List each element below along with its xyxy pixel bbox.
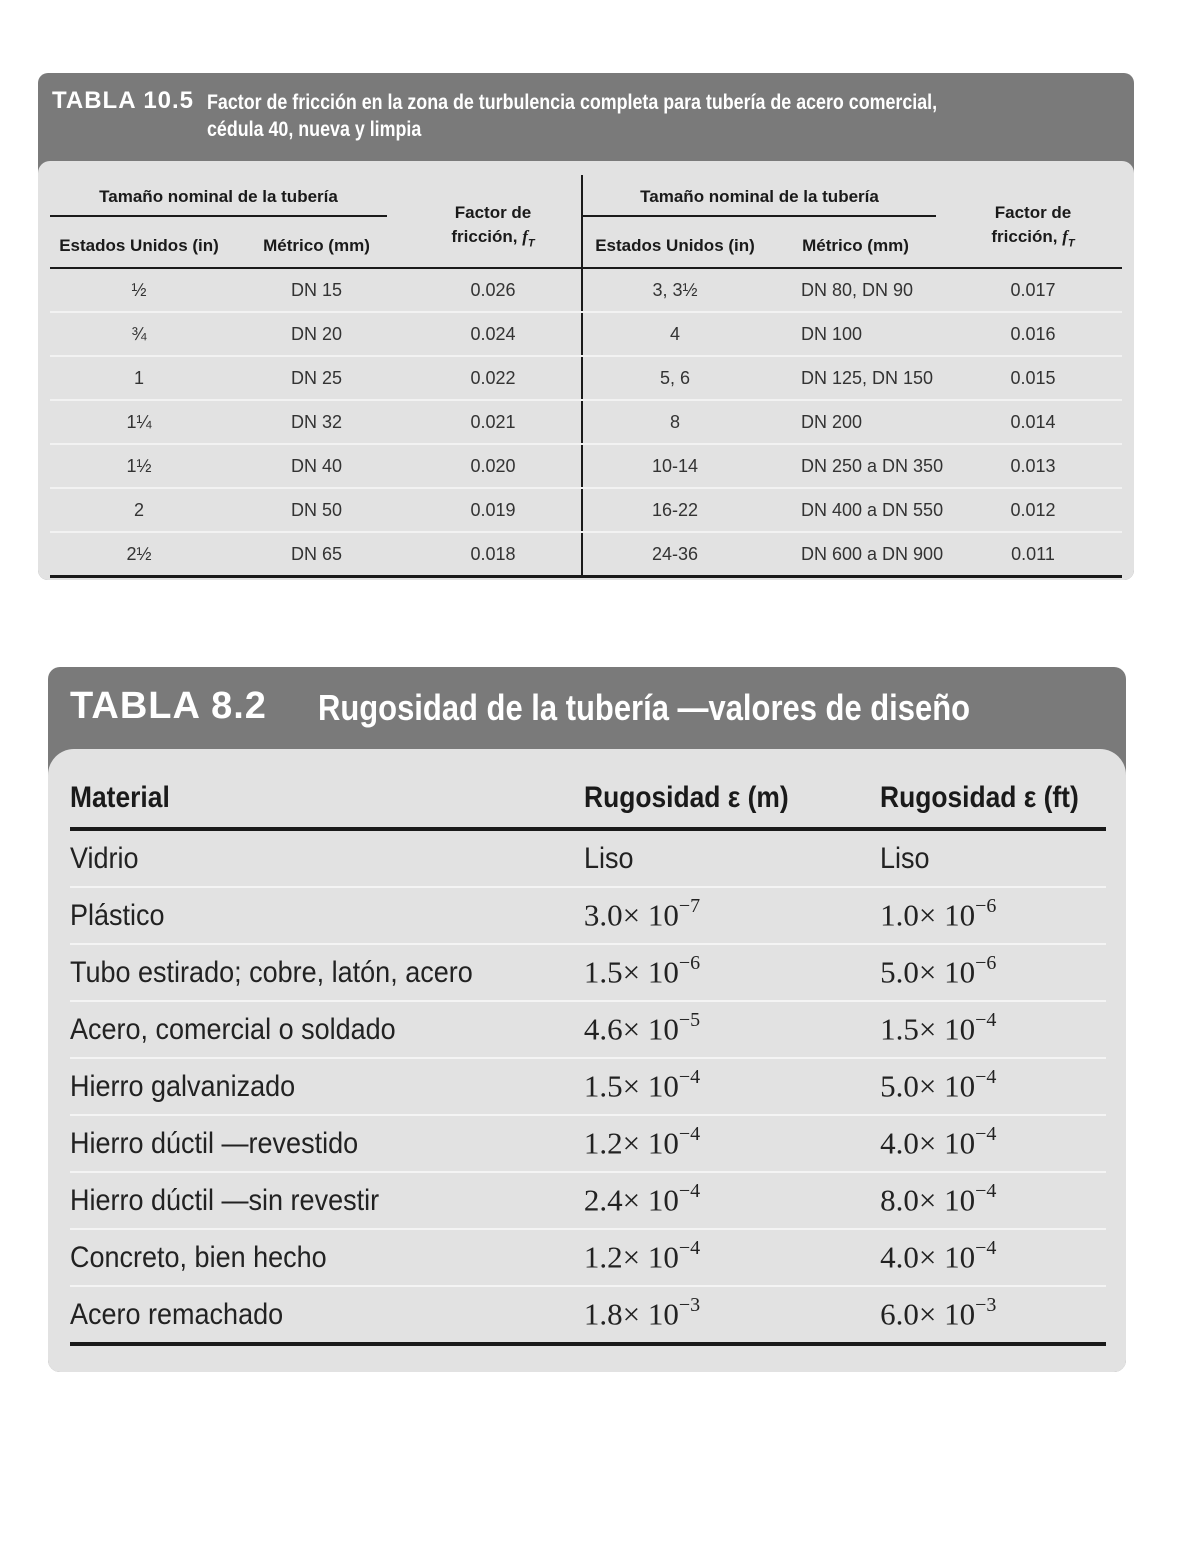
cell-roughness-ft: $6.0\times 10^{-3}$ [880,1286,1106,1344]
col-roughness-m-header: Rugosidad ε (m) [584,769,880,829]
cell-roughness-m: $3.0\times 10^{-7}$ [584,887,880,944]
cell-metric-left: DN 50 [228,488,405,532]
table-10-5-caption [207,89,1057,143]
col-us-right: Estados Unidos (in) [582,225,767,268]
table-row [50,356,1122,400]
table-row [70,944,1106,1001]
cell-factor-left: 0.021 [405,400,582,444]
cell-material: Hierro galvanizado [70,1058,584,1115]
cell-factor-right: 0.014 [944,400,1122,444]
cell-material: Acero remachado [70,1286,584,1344]
cell-metric-right: DN 80, DN 90 [767,268,944,312]
friction-factor-table [50,175,1122,578]
col-material-header: Material [70,769,584,829]
cell-metric-right: DN 100 [767,312,944,356]
cell-material: Hierro dúctil —revestido [70,1115,584,1172]
cell-roughness-ft: $1.5\times 10^{-4}$ [880,1001,1106,1058]
cell-us-right: 5, 6 [582,356,767,400]
cell-material: Vidrio [70,829,584,887]
cell-factor-left: 0.019 [405,488,582,532]
table-10-5-caption-line2: cédula 40, nueva y limpia [207,118,422,141]
cell-metric-left: DN 15 [228,268,405,312]
factor-header-left: Factor de fricción, $f_T$ [405,175,582,268]
cell-roughness-ft: $8.0\times 10^{-4}$ [880,1172,1106,1229]
table-row [70,1229,1106,1286]
cell-metric-right: DN 400 a DN 550 [767,488,944,532]
cell-us-left: 2 [50,488,228,532]
cell-us-right: 4 [582,312,767,356]
cell-us-left: ¾ [50,312,228,356]
cell-us-left: 1½ [50,444,228,488]
cell-factor-left: 0.020 [405,444,582,488]
cell-factor-right: 0.017 [944,268,1122,312]
cell-roughness-m: $1.5\times 10^{-6}$ [584,944,880,1001]
cell-factor-right: 0.011 [944,532,1122,577]
cell-factor-left: 0.026 [405,268,582,312]
cell-factor-right: 0.015 [944,356,1122,400]
cell-metric-left: DN 25 [228,356,405,400]
cell-us-left: 2½ [50,532,228,577]
cell-material: Acero, comercial o soldado [70,1001,584,1058]
table-row [50,532,1122,577]
cell-roughness-ft: Liso [880,829,1106,887]
table-row [70,1001,1106,1058]
cell-material: Concreto, bien hecho [70,1229,584,1286]
cell-factor-right: 0.013 [944,444,1122,488]
cell-metric-left: DN 32 [228,400,405,444]
cell-us-left: 1 [50,356,228,400]
cell-roughness-ft: $4.0\times 10^{-4}$ [880,1115,1106,1172]
table-row [50,444,1122,488]
cell-factor-left: 0.024 [405,312,582,356]
cell-metric-left: DN 40 [228,444,405,488]
cell-us-right: 3, 3½ [582,268,767,312]
cell-metric-right: DN 200 [767,400,944,444]
table-10-5-number: TABLA 10.5 [52,87,195,114]
table-row [50,488,1122,532]
table-row [70,1172,1106,1229]
cell-factor-right: 0.016 [944,312,1122,356]
group-header-right: Tamaño nominal de la tubería [582,175,944,225]
cell-roughness-m: $1.8\times 10^{-3}$ [584,1286,880,1344]
table-8-2-panel [48,749,1126,1372]
cell-us-right: 8 [582,400,767,444]
cell-metric-left: DN 65 [228,532,405,577]
cell-roughness-m: $1.2\times 10^{-4}$ [584,1229,880,1286]
table-10-5-panel [38,161,1134,580]
cell-factor-left: 0.018 [405,532,582,577]
cell-factor-right: 0.012 [944,488,1122,532]
cell-us-right: 16-22 [582,488,767,532]
cell-roughness-m: $1.5\times 10^{-4}$ [584,1058,880,1115]
cell-metric-right: DN 125, DN 150 [767,356,944,400]
cell-material: Plástico [70,887,584,944]
col-metric-left: Métrico (mm) [228,225,405,268]
cell-material: Tubo estirado; cobre, latón, acero [70,944,584,1001]
col-roughness-ft-header: Rugosidad ε (ft) [880,769,1106,829]
table-row [70,829,1106,887]
cell-metric-left: DN 20 [228,312,405,356]
cell-material: Hierro dúctil —sin revestir [70,1172,584,1229]
cell-roughness-m: $4.6\times 10^{-5}$ [584,1001,880,1058]
cell-roughness-m: $2.4\times 10^{-4}$ [584,1172,880,1229]
table-row [50,312,1122,356]
table-row [50,268,1122,312]
table-row [70,887,1106,944]
table-row [50,400,1122,444]
cell-us-left: 1¼ [50,400,228,444]
cell-roughness-m: Liso [584,829,880,887]
cell-factor-left: 0.022 [405,356,582,400]
col-metric-right: Métrico (mm) [767,225,944,268]
table-row [70,1286,1106,1344]
cell-metric-right: DN 250 a DN 350 [767,444,944,488]
table-8-2-card [48,667,1126,1372]
table-row [70,1115,1106,1172]
table-row [70,1058,1106,1115]
cell-metric-right: DN 600 a DN 900 [767,532,944,577]
cell-roughness-ft: $5.0\times 10^{-6}$ [880,944,1106,1001]
table-10-5-card [38,73,1134,580]
cell-roughness-ft: $5.0\times 10^{-4}$ [880,1058,1106,1115]
cell-us-left: ½ [50,268,228,312]
cell-us-right: 10-14 [582,444,767,488]
group-header-left: Tamaño nominal de la tubería [50,175,405,225]
table-8-2-caption: Rugosidad de la tubería —valores de diseño [318,687,971,728]
roughness-table [70,769,1106,1346]
table-8-2-number: TABLA 8.2 [70,685,267,727]
cell-us-right: 24-36 [582,532,767,577]
cell-roughness-ft: $4.0\times 10^{-4}$ [880,1229,1106,1286]
factor-header-right: Factor de fricción, $f_T$ [944,175,1122,268]
col-us-left: Estados Unidos (in) [50,225,228,268]
cell-roughness-ft: $1.0\times 10^{-6}$ [880,887,1106,944]
table-10-5-caption-line1: Factor de fricción en la zona de turbulencia completa para tubería de acero comercial, [207,91,938,114]
cell-roughness-m: $1.2\times 10^{-4}$ [584,1115,880,1172]
